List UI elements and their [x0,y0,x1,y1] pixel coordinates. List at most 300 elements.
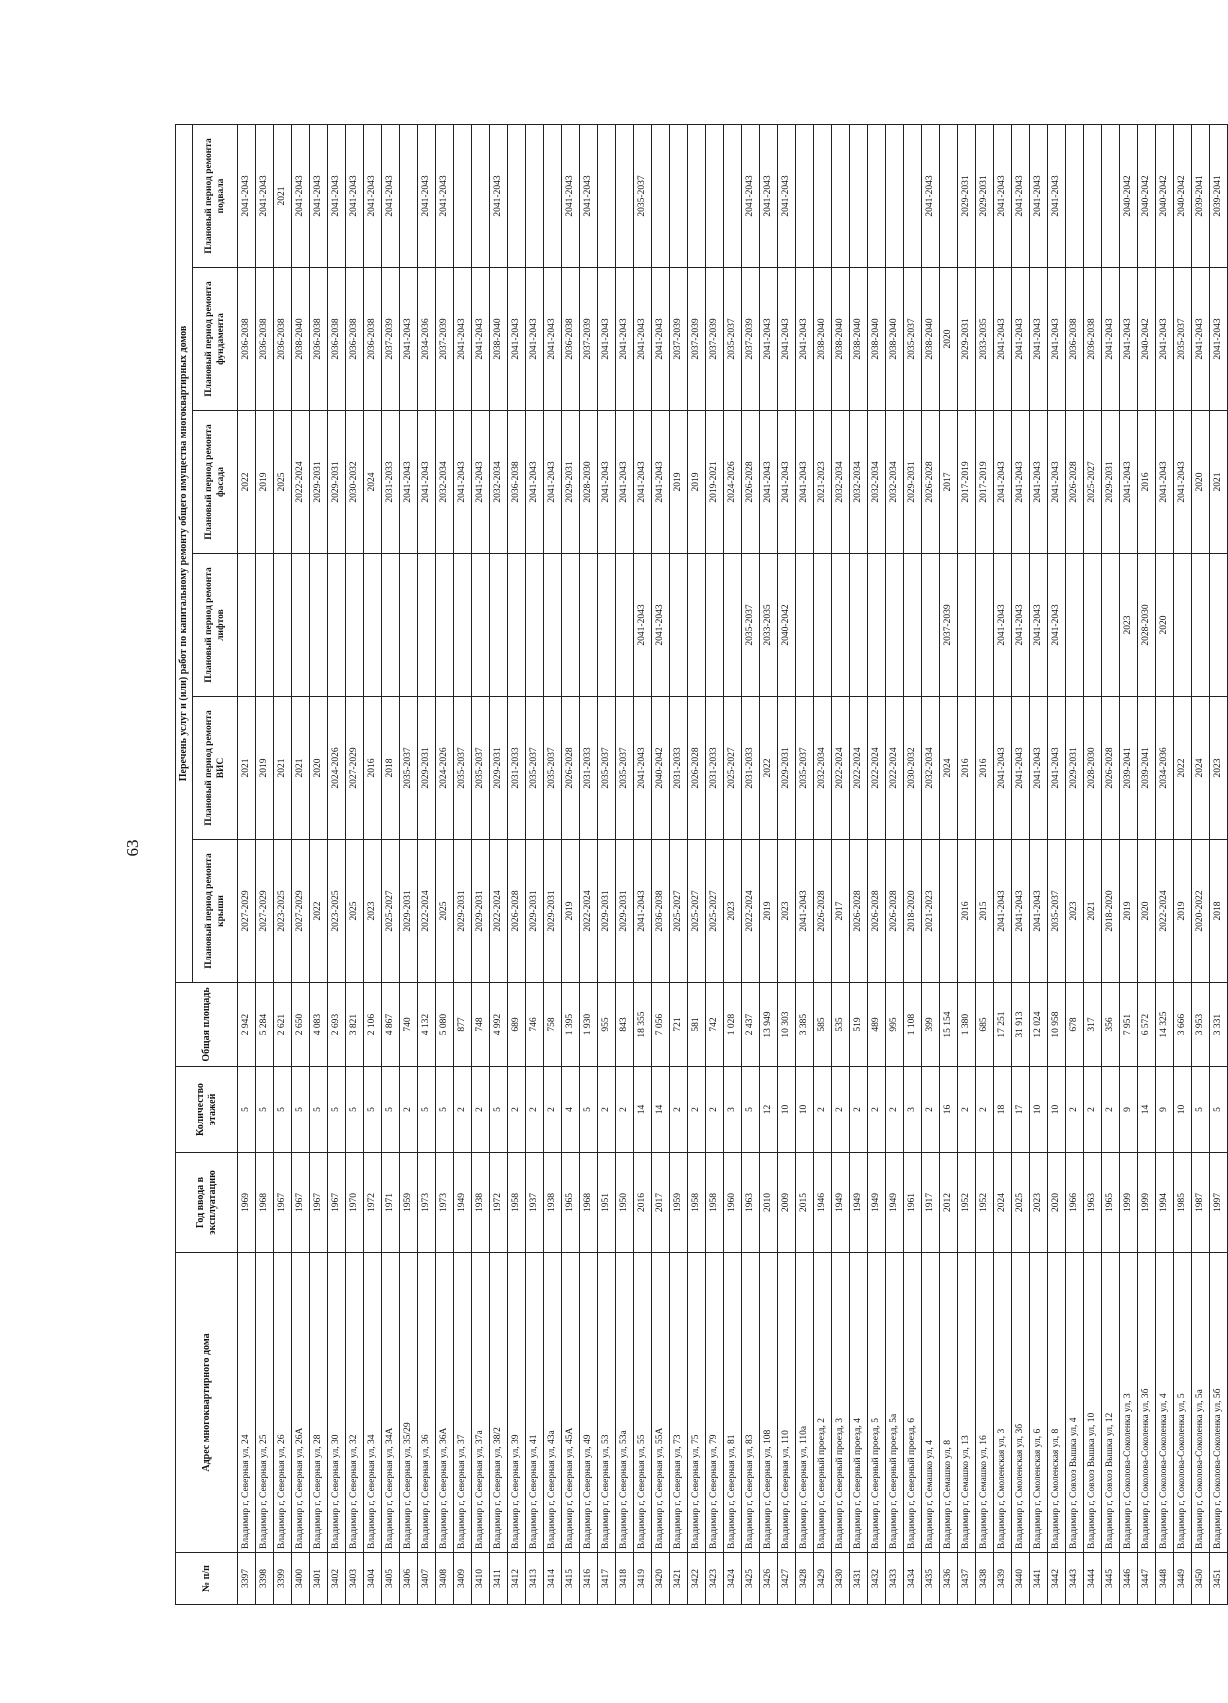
cell-lift [1066,554,1084,697]
cell-floors: 5 [742,1067,760,1153]
cell-floors: 3 [904,1067,922,1153]
table-row [382,124,400,1604]
cell-basement: 2041-2043 [364,124,382,267]
cell-floors: 5 [418,1067,436,1153]
cell-year: 1958 [706,1153,724,1253]
cell-basement [814,124,832,267]
cell-foundation: 2041-2043 [796,268,814,411]
cell-roof: 2035-2037 [1048,840,1066,983]
cell-lift: 2041-2043 [1012,554,1030,697]
cell-area: 1 028 [724,983,742,1067]
cell-foundation: 2041-2043 [1156,268,1174,411]
cell-floors: 18 [994,1067,1012,1153]
cell-lift [364,554,382,697]
cell-year: 1959 [670,1153,688,1253]
cell-address: Владимир г, Северная ул, 83 [742,1253,760,1553]
cell-roof: 2041-2043 [1012,840,1030,983]
cell-roof: 2018-2020 [1102,840,1120,983]
table-row [778,124,796,1604]
table-row [796,124,814,1604]
cell-year: 1958 [508,1153,526,1253]
cell-basement [1066,124,1084,267]
cell-foundation: 2036-2038 [328,268,346,411]
table-row [1048,124,1066,1604]
cell-floors: 4 [562,1067,580,1153]
cell-area: 585 [814,983,832,1067]
table-row [886,124,904,1604]
cell-year: 1963 [742,1153,760,1253]
cell-address: Владимир г, Северная ул, 73 [670,1253,688,1553]
cell-roof: 2023 [778,840,796,983]
cell-year: 2012 [940,1153,958,1253]
table-row [850,124,868,1604]
cell-floors: 10 [796,1067,814,1153]
cell-vis: 2039-2041 [1120,697,1138,840]
cell-foundation: 2037-2039 [436,268,454,411]
cell-roof: 2022-2024 [580,840,598,983]
cell-facade: 2021 [1210,411,1228,554]
cell-num: 3427 [778,1553,796,1605]
cell-area: 7 951 [1120,983,1138,1067]
cell-foundation: 2033-2035 [976,268,994,411]
cell-facade: 2017-2019 [976,411,994,554]
cell-vis: 2016 [958,697,976,840]
table-row [940,124,958,1604]
cell-floors: 2 [886,1067,904,1153]
table-row [274,124,292,1604]
cell-foundation: 2038-2040 [490,268,508,411]
cell-year: 1967 [292,1153,310,1253]
cell-address: Владимир г, Северная ул, 55А [652,1253,670,1553]
header-floors: Количество этажей [176,1067,238,1153]
cell-area: 1 380 [958,983,976,1067]
cell-lift [688,554,706,697]
cell-facade: 2036-2038 [508,411,526,554]
cell-roof: 2018-2020 [904,840,922,983]
cell-year: 1958 [688,1153,706,1253]
cell-vis: 2020 [310,697,328,840]
cell-year: 1967 [310,1153,328,1253]
cell-foundation: 2036-2038 [238,268,256,411]
capital-repair-table [175,124,1228,1605]
cell-basement: 2041-2043 [778,124,796,267]
cell-lift: 2028-2030 [1138,554,1156,697]
cell-year: 2023 [1030,1153,1048,1253]
cell-address: Владимир г, Северный проезд, 4 [850,1253,868,1553]
cell-num: 3417 [598,1553,616,1605]
cell-basement [472,124,490,267]
cell-facade: 2029-2031 [310,411,328,554]
table-row [256,124,274,1604]
cell-floors: 14 [1138,1067,1156,1153]
cell-area: 7 056 [652,983,670,1067]
table-row [994,124,1012,1604]
cell-basement: 2041-2043 [1012,124,1030,267]
cell-floors: 2 [688,1067,706,1153]
cell-floors: 5 [256,1067,274,1153]
table-row [670,124,688,1604]
cell-vis: 2022 [760,697,778,840]
cell-year: 1973 [436,1153,454,1253]
cell-floors: 10 [778,1067,796,1153]
header-vis: Плановый период ремонта ВИС [193,697,238,840]
cell-floors: 14 [634,1067,652,1153]
cell-lift [562,554,580,697]
cell-basement: 2035-2037 [634,124,652,267]
cell-address: Владимир г, Северный проезд, 2 [814,1253,832,1553]
cell-num: 3403 [346,1553,364,1605]
cell-area: 10 958 [1048,983,1066,1067]
cell-year: 1952 [958,1153,976,1253]
cell-roof: 2027-2029 [238,840,256,983]
cell-address: Владимир г, Северная ул, 24 [238,1253,256,1553]
cell-address: Владимир г, Совхоз Вышка ул, 10 [1084,1253,1102,1553]
cell-floors: 12 [760,1067,778,1153]
cell-vis: 2035-2037 [526,697,544,840]
cell-floors: 5 [490,1067,508,1153]
cell-foundation: 2035-2037 [904,268,922,411]
cell-year: 1969 [238,1153,256,1253]
cell-foundation: 2036-2038 [274,268,292,411]
cell-vis: 2039-2041 [1138,697,1156,840]
cell-area: 31 913 [1012,983,1030,1067]
cell-year: 1967 [328,1153,346,1253]
cell-roof: 2026-2028 [850,840,868,983]
cell-facade: 2022 [238,411,256,554]
cell-basement: 2029-2031 [958,124,976,267]
cell-num: 3443 [1066,1553,1084,1605]
cell-address: Владимир г, Северный проезд, 6 [904,1253,922,1553]
cell-facade: 2041-2043 [526,411,544,554]
cell-roof: 2029-2031 [400,840,418,983]
cell-roof: 2023 [1066,840,1084,983]
table-row [616,124,634,1604]
cell-vis: 2035-2037 [598,697,616,840]
cell-facade: 2016 [1138,411,1156,554]
cell-vis: 2024 [940,697,958,840]
cell-floors: 5 [364,1067,382,1153]
cell-floors: 14 [652,1067,670,1153]
cell-year: 1997 [1210,1153,1228,1253]
cell-floors: 2 [400,1067,418,1153]
cell-floors: 2 [454,1067,472,1153]
cell-facade: 2032-2034 [886,411,904,554]
cell-lift [814,554,832,697]
cell-area: 1 108 [904,983,922,1067]
cell-roof: 2018 [1210,840,1228,983]
cell-year: 1938 [544,1153,562,1253]
cell-foundation: 2041-2043 [454,268,472,411]
cell-vis: 2029-2031 [418,697,436,840]
cell-year: 1937 [526,1153,544,1253]
cell-vis: 2022 [1174,697,1192,840]
cell-roof: 2041-2043 [634,840,652,983]
cell-num: 3401 [310,1553,328,1605]
cell-area: 10 303 [778,983,796,1067]
cell-num: 3418 [616,1553,634,1605]
table-row [238,124,256,1604]
cell-vis: 2027-2029 [346,697,364,840]
cell-lift [508,554,526,697]
cell-address: Владимир г, Семашко ул, 4 [922,1253,940,1553]
cell-basement: 2041-2043 [256,124,274,267]
cell-address: Владимир г, Семашко ул, 16 [976,1253,994,1553]
cell-vis: 2021 [274,697,292,840]
cell-num: 3428 [796,1553,814,1605]
cell-year: 2017 [652,1153,670,1253]
cell-area: 356 [1102,983,1120,1067]
cell-floors: 2 [472,1067,490,1153]
table-row [724,124,742,1604]
cell-area: 678 [1066,983,1084,1067]
cell-address: Владимир г, Семашко ул, 13 [958,1253,976,1553]
cell-year: 1951 [598,1153,616,1253]
cell-lift [670,554,688,697]
cell-roof: 2041-2043 [796,840,814,983]
cell-facade: 2041-2043 [544,411,562,554]
cell-facade: 2041-2043 [994,411,1012,554]
cell-year: 1987 [1192,1153,1210,1253]
cell-facade: 2019 [256,411,274,554]
cell-lift [292,554,310,697]
cell-basement: 2041-2043 [382,124,400,267]
cell-lift [436,554,454,697]
cell-num: 3398 [256,1553,274,1605]
cell-year: 1961 [904,1153,922,1253]
table-row [1012,124,1030,1604]
cell-foundation: 2036-2038 [1066,268,1084,411]
cell-num: 3431 [850,1553,868,1605]
cell-roof: 2027-2029 [256,840,274,983]
cell-vis: 2031-2033 [706,697,724,840]
cell-lift: 2023 [1120,554,1138,697]
cell-basement: 2029-2031 [976,124,994,267]
cell-year: 1949 [886,1153,904,1253]
cell-floors: 2 [544,1067,562,1153]
cell-roof: 2017 [832,840,850,983]
cell-basement [526,124,544,267]
cell-facade: 2019 [670,411,688,554]
cell-facade: 2029-2031 [1102,411,1120,554]
cell-lift [346,554,364,697]
cell-area: 5 284 [256,983,274,1067]
cell-address: Владимир г, Северная ул, 37 [454,1253,472,1553]
cell-facade: 2017 [940,411,958,554]
cell-roof: 2025-2027 [382,840,400,983]
cell-address: Владимир г, Смоленская ул, 6 [1030,1253,1048,1553]
cell-year: 1938 [472,1153,490,1253]
cell-year: 1949 [832,1153,850,1253]
cell-vis: 2031-2033 [742,697,760,840]
cell-lift [868,554,886,697]
cell-basement: 2041-2043 [328,124,346,267]
cell-roof: 2023-2025 [328,840,346,983]
cell-year: 1946 [814,1153,832,1253]
cell-floors: 5 [310,1067,328,1153]
cell-year: 1965 [562,1153,580,1253]
cell-roof: 2029-2031 [616,840,634,983]
cell-num: 3405 [382,1553,400,1605]
cell-address: Владимир г, Северная ул, 36 [418,1253,436,1553]
table-row [1210,124,1228,1604]
cell-basement [400,124,418,267]
cell-vis: 2024-2026 [436,697,454,840]
cell-basement [652,124,670,267]
cell-roof: 2023 [724,840,742,983]
cell-vis: 2041-2043 [634,697,652,840]
cell-floors: 2 [616,1067,634,1153]
cell-roof: 2019 [1174,840,1192,983]
cell-foundation: 2036-2038 [256,268,274,411]
cell-address: Владимир г, Северная ул, 25 [256,1253,274,1553]
cell-floors: 5 [346,1067,364,1153]
table-row [526,124,544,1604]
cell-lift [328,554,346,697]
cell-year: 2010 [760,1153,778,1253]
cell-num: 3409 [454,1553,472,1605]
cell-area: 4 867 [382,983,400,1067]
cell-area: 5 080 [436,983,454,1067]
cell-address: Владимир г, Северная ул, 35/29 [400,1253,418,1553]
cell-foundation: 2041-2043 [526,268,544,411]
cell-roof: 2023-2025 [274,840,292,983]
table-row [832,124,850,1604]
table-row [328,124,346,1604]
cell-address: Владимир г, Соколова-Соколенка ул, 5б [1210,1253,1228,1553]
cell-num: 3436 [940,1553,958,1605]
cell-facade: 2041-2043 [400,411,418,554]
cell-vis: 2029-2031 [1066,697,1084,840]
cell-facade: 2024-2026 [724,411,742,554]
cell-basement: 2041-2043 [418,124,436,267]
cell-address: Владимир г, Северная ул, 36А [436,1253,454,1553]
cell-basement [688,124,706,267]
cell-facade: 2032-2034 [832,411,850,554]
cell-address: Владимир г, Смоленская ул, 3 [994,1253,1012,1553]
cell-address: Владимир г, Смоленская ул, 3б [1012,1253,1030,1553]
cell-vis: 2041-2043 [1030,697,1048,840]
table-row [1174,124,1192,1604]
table-row [598,124,616,1604]
cell-year: 2025 [1012,1153,1030,1253]
table-row [1102,124,1120,1604]
cell-num: 3402 [328,1553,346,1605]
cell-vis: 2035-2037 [544,697,562,840]
cell-roof: 2023 [364,840,382,983]
header-area: Общая площадь [176,983,238,1067]
cell-vis: 2035-2037 [472,697,490,840]
cell-address: Владимир г, Северная ул, 53 [598,1253,616,1553]
cell-vis: 2031-2033 [508,697,526,840]
cell-area: 2 106 [364,983,382,1067]
cell-num: 3414 [544,1553,562,1605]
cell-floors: 2 [526,1067,544,1153]
cell-basement [508,124,526,267]
cell-num: 3408 [436,1553,454,1605]
cell-num: 3410 [472,1553,490,1605]
cell-address: Владимир г, Северная ул, 37а [472,1253,490,1553]
cell-foundation: 2041-2043 [634,268,652,411]
cell-floors: 5 [274,1067,292,1153]
cell-foundation: 2036-2038 [310,268,328,411]
cell-year: 1949 [868,1153,886,1253]
cell-vis: 2016 [976,697,994,840]
cell-num: 3399 [274,1553,292,1605]
cell-vis: 2032-2034 [922,697,940,840]
cell-floors: 2 [706,1067,724,1153]
cell-vis: 2035-2037 [796,697,814,840]
cell-area: 3 821 [346,983,364,1067]
cell-floors: 10 [1048,1067,1066,1153]
cell-facade: 2029-2031 [328,411,346,554]
cell-vis: 2035-2037 [454,697,472,840]
cell-roof: 2020 [1138,840,1156,983]
cell-area: 2 621 [274,983,292,1067]
table-row [742,124,760,1604]
cell-vis: 2022-2024 [868,697,886,840]
cell-num: 3435 [922,1553,940,1605]
cell-address: Владимир г, Северная ул, 45А [562,1253,580,1553]
cell-lift: 2040-2042 [778,554,796,697]
cell-lift [958,554,976,697]
cell-num: 3440 [1012,1553,1030,1605]
cell-lift [382,554,400,697]
cell-foundation: 2038-2040 [850,268,868,411]
cell-floors: 2 [976,1067,994,1153]
cell-floors: 2 [922,1067,940,1153]
table-row [1120,124,1138,1604]
cell-vis: 2022-2024 [850,697,868,840]
cell-floors: 5 [1210,1067,1228,1153]
cell-roof: 2019 [562,840,580,983]
cell-vis: 2034-2036 [1156,697,1174,840]
cell-num: 3441 [1030,1553,1048,1605]
cell-floors: 2 [1084,1067,1102,1153]
cell-foundation: 2041-2043 [778,268,796,411]
cell-vis: 2026-2028 [1102,697,1120,840]
cell-address: Владимир г, Смоленская ул, 8 [1048,1253,1066,1553]
cell-facade: 2029-2031 [904,411,922,554]
cell-vis: 2022-2024 [832,697,850,840]
cell-vis: 2028-2030 [1084,697,1102,840]
cell-roof: 2021-2023 [922,840,940,983]
cell-area: 3 666 [1174,983,1192,1067]
cell-area: 742 [706,983,724,1067]
cell-address: Владимир г, Северная ул, 28 [310,1253,328,1553]
cell-foundation: 2040-2042 [1138,268,1156,411]
cell-year: 1999 [1120,1153,1138,1253]
cell-roof: 2022-2024 [418,840,436,983]
cell-facade: 2041-2043 [598,411,616,554]
cell-basement [454,124,472,267]
cell-num: 3424 [724,1553,742,1605]
cell-basement: 2039-2041 [1192,124,1210,267]
cell-basement [706,124,724,267]
cell-roof: 2022 [310,840,328,983]
cell-year: 1963 [1084,1153,1102,1253]
cell-foundation: 2041-2043 [652,268,670,411]
cell-area: 685 [976,983,994,1067]
cell-area: 2 942 [238,983,256,1067]
cell-foundation: 2036-2038 [562,268,580,411]
cell-foundation: 2041-2043 [1048,268,1066,411]
cell-floors: 17 [1012,1067,1030,1153]
cell-roof: 2025 [436,840,454,983]
cell-address: Владимир г, Соколова-Соколенка ул, 5а [1192,1253,1210,1553]
cell-vis: 2021 [238,697,256,840]
cell-address: Владимир г, Северная ул, 81 [724,1253,742,1553]
cell-facade: 2019 [688,411,706,554]
